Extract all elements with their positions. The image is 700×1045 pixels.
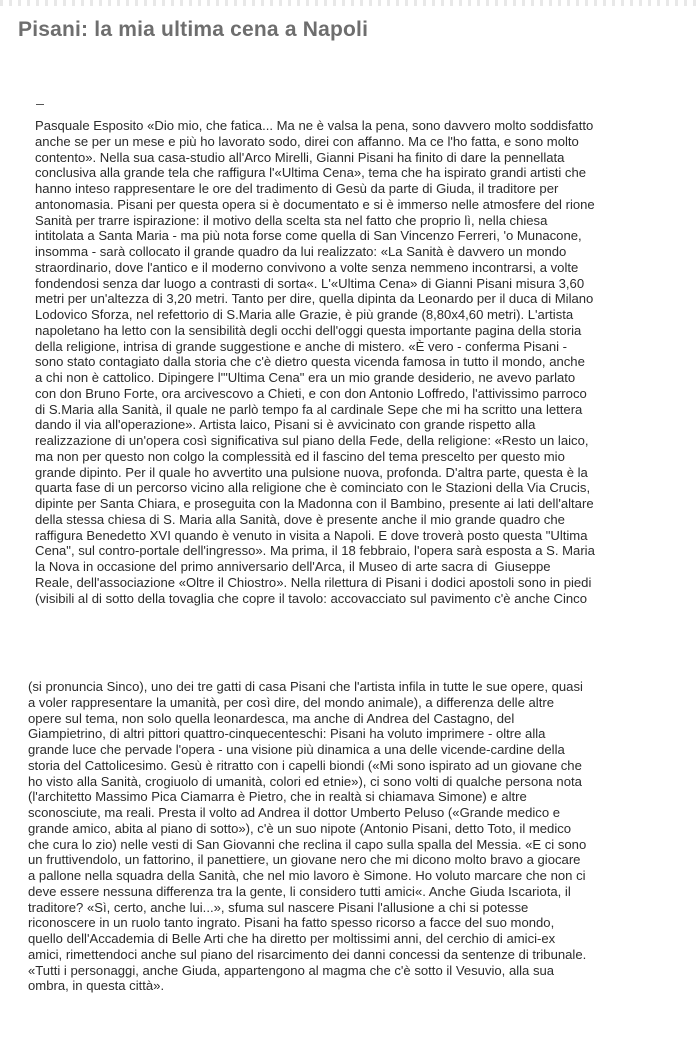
scan-edge-noise xyxy=(0,0,700,6)
article-body-part-1: Pasquale Esposito «Dio mio, che fatica... Ma ne è valsa la pena, sono davvero molto soddisfatto anche se per un mese e più ho lavorato sodo, direi con affanno. Ma ce l'ho fatta, e sono molto contento». Nella sua casa-studio all'Arco Mirelli, Gianni Pisani ha finito di dare la pennellata conclusiva alla grande tela che raffigura l'«Ultima Cena», tema che ha ispirato grandi artisti che hanno inteso rappresentare le ore del tradimento di Gesù da parte di Giuda, il traditore per antonomasia. Pisani per questa opera si è documentato e si è immerso nelle atmosfere del rione Sanità per trarre ispirazione: il motivo della scelta sta nel fatto che proprio lì, nella chiesa intitolata a Santa Maria - ma più nota forse come quella di San Vincenzo Ferreri, 'o Munacone, insomma - sarà collocato il grande quadro da lui realizzato: «La Sanità è davvero un mondo straordinario, dove l'antico e il moderno convivono a volte senza nemmeno incontrarsi, a volte fondendosi senza dar luogo a contrasti di sorta«. L'«Ultima Cena» di Gianni Pisani misura 3,60 metri per un'altezza di 3,20 metri. Tanto per dire, quella dipinta da Leonardo per il duca di Milano Lodovico Sforza, nel refettorio di S.Maria alle Grazie, è più grande (8,80x4,60 metri). L'artista napoletano ha letto con la sensibilità degli occhi dell'oggi questa importante pagina della storia della religione, intrisa di grande suggestione e anche di mistero. «È vero - conferma Pisani - sono stato contagiato dalla storia che c'è dietro questa vicenda famosa in tutto il mondo, anche a chi non è cattolico. Dipingere l'"Ultima Cena" era un mio grande desiderio, ne avevo parlato con don Bruno Forte, ora arcivescovo a Chieti, e con don Antonio Loffredo, l'attivissimo parroco di S.Maria alla Sanità, il quale ne parlò tempo fa al cardinale Sepe che mi ha scritto una lettera dando il via all'operazione». Artista laico, Pisani si è avvicinato con grande rispetto alla realizzazione di un'opera così significativa sul piano della Fede, della religione: «Resto un laico, ma non per questo non colgo la complessità ed il fascino del tema prescelto per questo mio grande dipinto. Per il quale ho avvertito una pulsione nuova, profonda. D'altra parte, questa è la quarta fase di un percorso vicino alla religione che è cominciato con le Stazioni della Via Crucis, dipinte per Santa Chiara, e proseguita con la Madonna con il Bambino, presente ai lati dell'altare della stessa chiesa di S. Maria alla Sanità, dove è presente anche il mio grande quadro che raffigura Benedetto XVI quando è venuto in visita a Napoli. E dove troverà posto questa "Ultima Cena", sul contro-portale dell'ingresso». Ma prima, il 18 febbraio, l'opera sarà esposta a S. Maria la Nova in occasione del primo anniversario dell'Arca, il Museo di arte sacra di Giuseppe Reale, dell'associazione «Oltre il Chiostro». Nella rilettura di Pisani i dodici apostoli sono in piedi (visibili al di sotto della tovaglia che copre il tavolo: accovacciato sul pavimento c'è anche Cinco xyxy=(35,118,595,606)
article-title: Pisani: la mia ultima cena a Napoli xyxy=(18,18,369,41)
stray-mark xyxy=(36,104,44,105)
article-body-part-2: (si pronuncia Sinco), uno dei tre gatti di casa Pisani che l'artista infila in tutte le sue opere, quasi a voler rappresentare la umanità, per così dire, del mondo animale), a differenza delle altre opere sul tema, non solo quella leonardesca, ma anche di Andrea del Castagno, del Giampietrino, di altri pittori quattro-cinquecenteschi: Pisani ha voluto imprimere - oltre alla grande luce che pervade l'opera - una visione più dinamica a una delle vicende-cardine della storia del Cattolicesimo. Gesù è ritratto con i capelli biondi («Mi sono ispirato ad un giovane che ho visto alla Sanità, crogiuolo di umanità, colori ed etnie»), ci sono volti di qualche persona nota (l'architetto Massimo Pica Ciamarra è Pietro, che in realtà si chiamava Simone) e altre sconosciute, ma reali. Presta il volto ad Andrea il dottor Umberto Peluso («Grande medico e grande amico, abita al piano di sotto»), c'è un suo nipote (Antonio Pisani, detto Toto, il medico che cura lo zio) nelle vesti di San Giovanni che reclina il capo sulla spalla del Messia. «E ci sono un fruttivendolo, un fattorino, il panettiere, un giovane nero che mi dicono molto bravo a giocare a pallone nella squadra della Sanità, che nel mio lavoro è Simone. Ho voluto marcare che non ci deve essere nessuna differenza tra la gente, li considero tutti amici«. Anche Giuda Iscariota, il traditore? «Sì, certo, anche lui...», sfuma sul nascere Pisani l'allusione a chi si potesse riconoscere in un ruolo tanto ingrato. Pisani ha fatto spesso ricorso a facce del suo mondo, quello dell'Accademia di Belle Arti che ha diretto per moltissimi anni, del cerchio di amici-ex amici, rimettendoci anche sul piano del risarcimento dei danni concessi da sentenze di tribunale. «Tutti i personaggi, anche Giuda, appartengono al magma che c'è sotto il Vesuvio, alla sua ombra, in questa città». xyxy=(28,679,587,994)
